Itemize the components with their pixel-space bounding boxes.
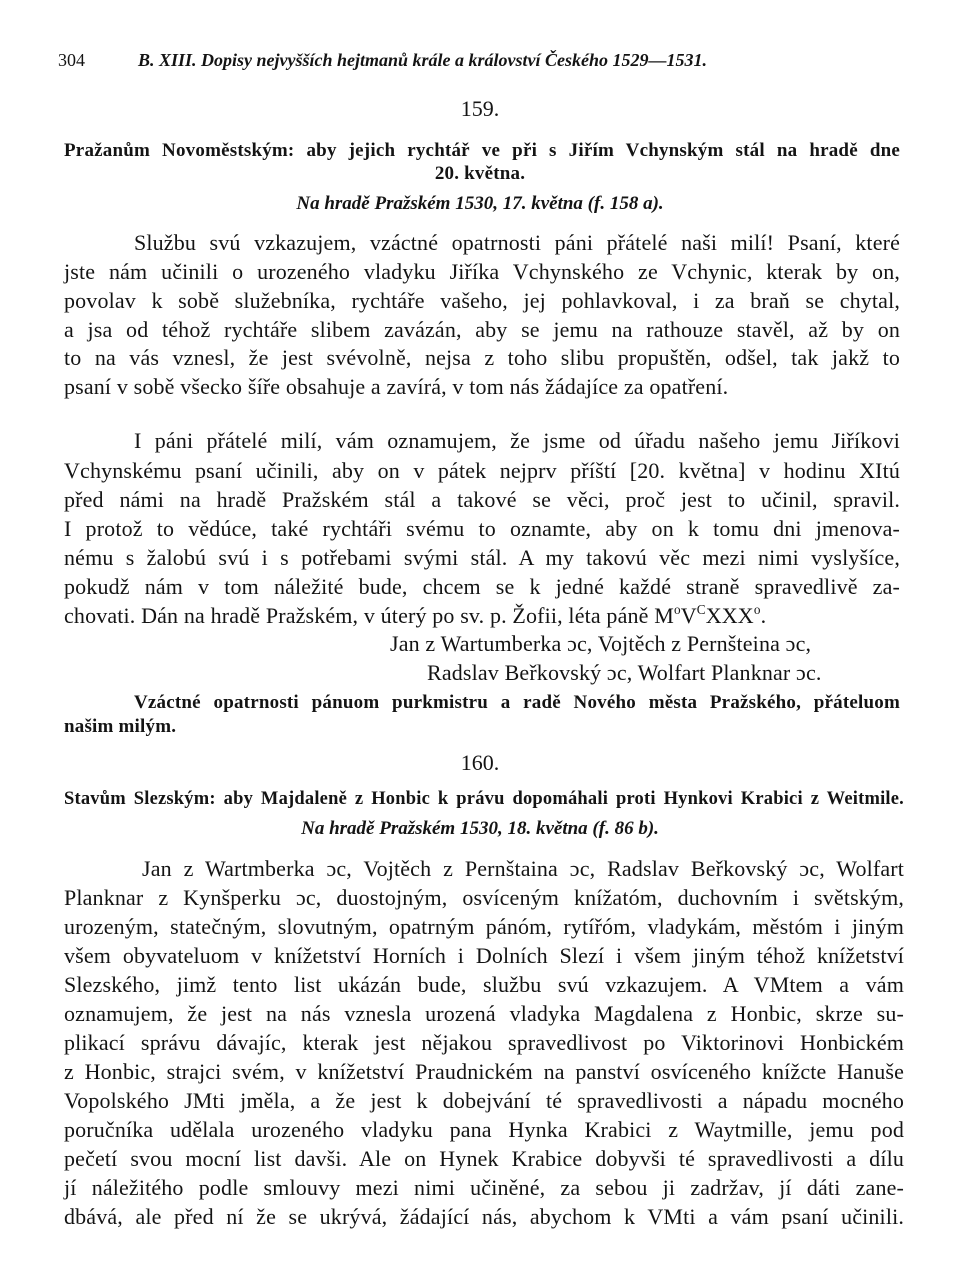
body-line: Vopolského JMti jměla, a že jest k dobejvání té spravedlivosti a nápadu mocného	[64, 1088, 904, 1113]
body-line: nému s žalobú svú i s potřebami svými stál. A my takovú věc mezi nimi vyslyšíce,	[64, 545, 900, 570]
body-line: a jsa od téhož rychtáře slibem zavázán, aby se jemu na rathouze stavěl, až by on	[64, 317, 900, 342]
dateline: Na hradě Pražském 1530, 17. května (f. 158 a).	[296, 193, 664, 214]
body-line: psaní v sobě všecko šíře obsahuje a zavírá, v tom nás žádajíce za opatření.	[64, 374, 729, 399]
body-line: urozeným, statečným, slovutným, opatrným pánóm, rytířóm, vladykám, městóm i jiným	[64, 914, 904, 939]
body-line: z Honbic, strajci svém, v knížetství Praudnickém na panství osvíceného knížcte Hanuše	[64, 1059, 904, 1084]
regest-line: Stavům Slezským: aby Majdaleně z Honbic k právu dopomáhali proti Hynkovi Krabici z Weitmile.	[64, 789, 904, 809]
body-line: Planknar z Kynšperku ɔc, duostojným, osvíceným knížatóm, duchovním i světským,	[64, 885, 904, 910]
signature-line: Radslav Beřkovský ɔc, Wolfart Planknar ɔc.	[427, 660, 822, 685]
letter-number: 160.	[460, 750, 500, 775]
body-line: Službu svú vzkazujem, vzáctné opatrnosti páni přátelé naši milí! Psaní, které	[134, 230, 900, 255]
letter-number: 159.	[460, 96, 500, 121]
body-line: pečetí svou mocní list davši. Ale on Hynek Krabice dobyvši té spravedlivosti a dílu	[64, 1146, 904, 1171]
body-line: Jan z Wartmberka ɔc, Vojtěch z Pernštaina ɔc, Radslav Beřkovský ɔc, Wolfart	[142, 856, 904, 881]
body-line: jí náležitého podle smlouvy mezi nimi učiněné, za sebou ji zadržav, jí dáti zane-	[64, 1175, 904, 1200]
address-line: našim milým.	[64, 716, 177, 737]
page-number: 304	[58, 50, 85, 70]
body-line: dbává, ale před ní že se ukrývá, žádající nás, abychom k VMti a vám psaní učinili.	[64, 1204, 904, 1229]
body-line: před námi na hradě Pražském stál a takové se věci, proč jest to učinil, spravil.	[64, 487, 900, 512]
body-line: Vchynskému psaní učinili, aby on v pátek nejprv příští [20. května] v hodinu XItú	[64, 458, 900, 483]
body-line: I protož to vědúce, také rychtáři svému to oznamte, aby on k tomu dni jmenova-	[64, 516, 900, 541]
closing-line: chovati. Dán na hradě Pražském, v úterý po sv. p. Žofii, léta páně $M^oV^CXXX^o$.	[64, 602, 767, 628]
body-line: oznamujem, že jest na nás vznesla urozená vladyka Magdalena z Honbic, skrze su-	[64, 1001, 904, 1026]
body-line: jste nám učinili o urozeného vladyku Jiříka Vchynského ze Vchynic, kterak by on,	[64, 259, 900, 284]
body-line: poručníka udělala urozeného vladyku pana Hynka Krabici z Waytmille, jemu pod	[64, 1117, 904, 1142]
body-line: plikací správu dávajíc, kterak jest nějakou spravedlivost po Viktorinovi Honbickém	[64, 1030, 904, 1055]
address-line: Vzáctné opatrnosti pánuom purkmistru a radě Nového města Pražského, přáteluom	[134, 692, 900, 713]
body-line: všem obyvateluom v knížetství Horních i Dolních Slezí i všem jiným téhož knížetství	[64, 943, 904, 968]
running-title: B. XIII. Dopisy nejvyšších hejtmanů krále a království Českého 1529—1531.	[138, 50, 708, 70]
body-line: Slezského, jimž tento list ukázán bude, službu svú vzkazujem. A VMtem a vám	[64, 972, 904, 997]
regest-line: Pražanům Novoměstským: aby jejich rychtář ve při s Jiřím Vchynským stál na hradě dne	[64, 140, 900, 161]
dateline: Na hradě Pražském 1530, 18. května (f. 86 b).	[301, 818, 659, 839]
body-line: I páni přátelé milí, vám oznamujem, že jsme od úřadu našeho jemu Jiříkovi	[134, 428, 900, 453]
signature-line: Jan z Wartumberka ɔc, Vojtěch z Pernšteina ɔc,	[390, 631, 812, 656]
regest-line: 20. května.	[434, 163, 526, 184]
body-line: to na vás vznesl, že jest svévolně, nejsa z toho slibu propuštěn, odšel, tak jakž to	[64, 345, 900, 370]
body-line: povolav k sobě služebníka, rychtáře vašeho, jej pohlavkoval, i za braň se chytal,	[64, 288, 900, 313]
body-line: pokudž nám v tom náležité bude, chcem se k jedné každé straně spravedlivě za-	[64, 574, 900, 599]
